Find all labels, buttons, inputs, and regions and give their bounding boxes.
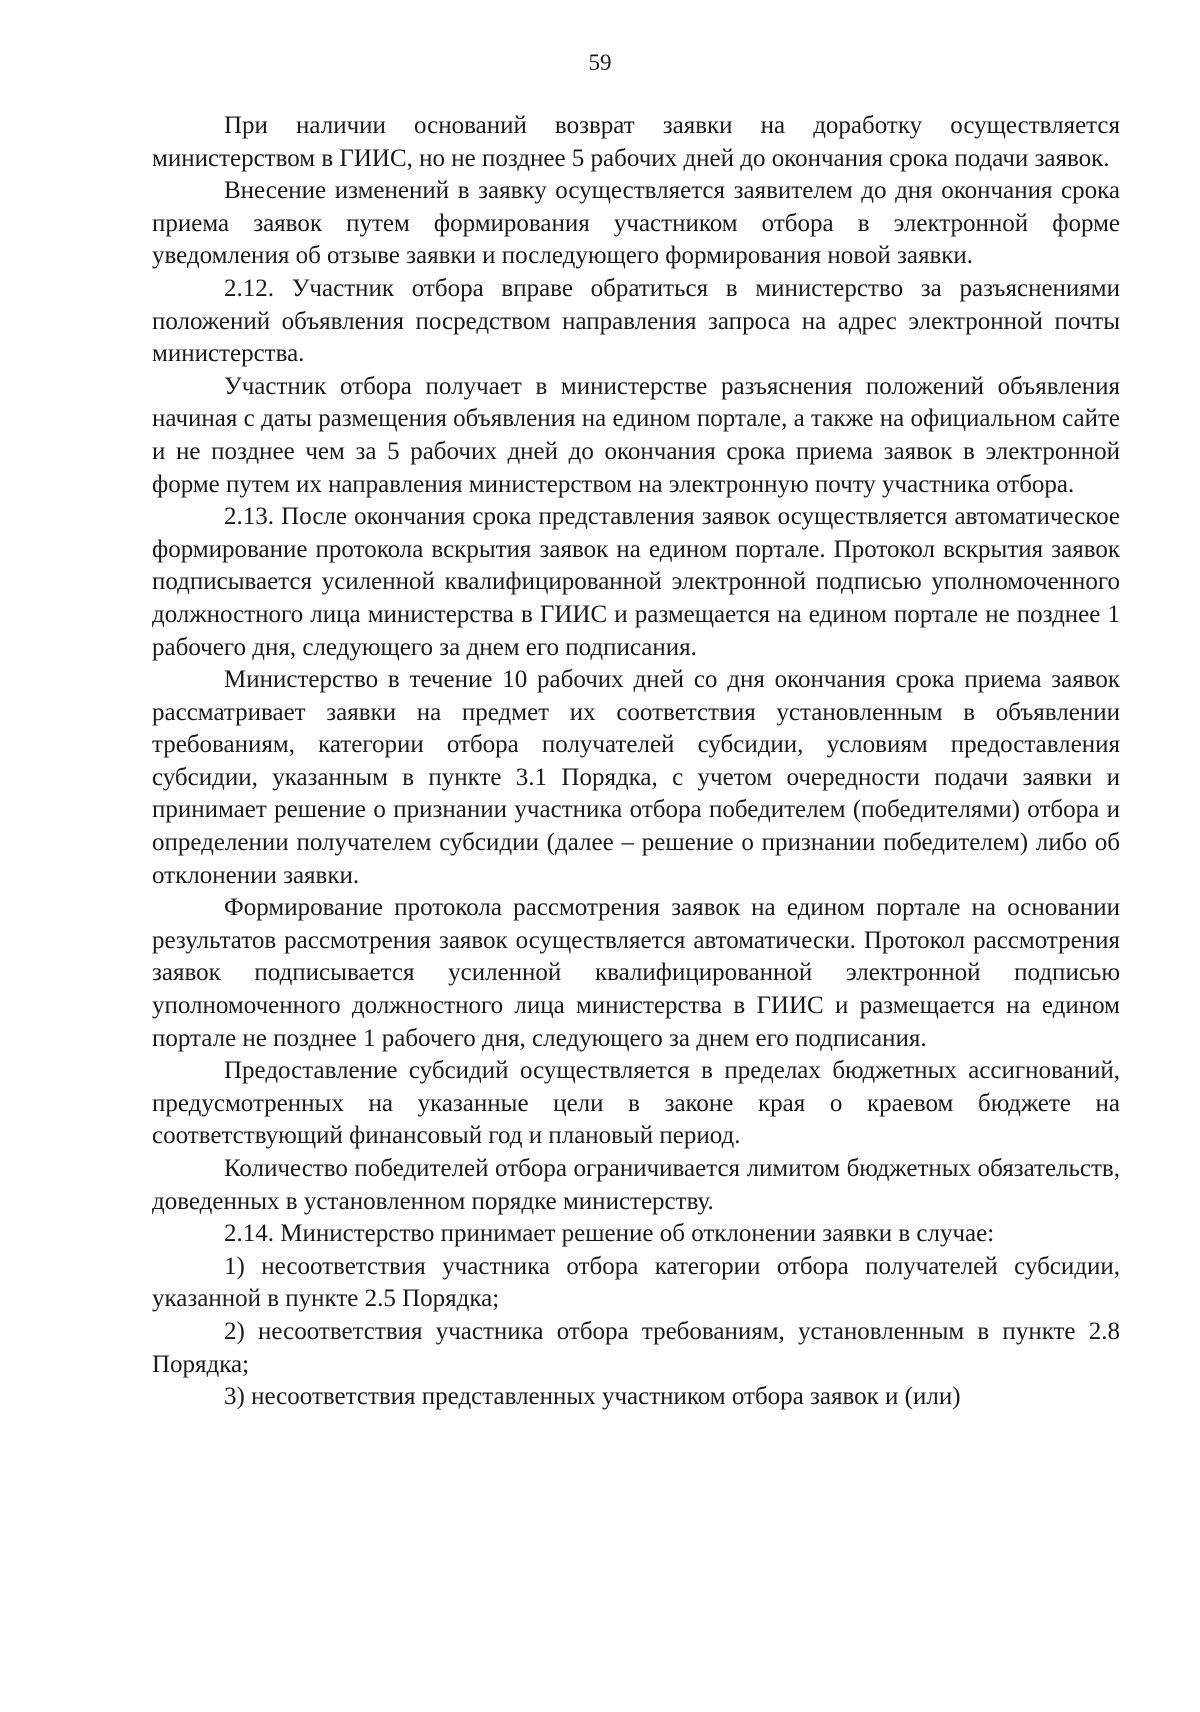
list-item: 3) несоответствия представленных участником отбора заявок и (или)	[224, 1383, 961, 1411]
paragraph: При наличии оснований возврат заявки на доработку осуществляется министерством в ГИИС, но не позднее 5 рабочих дней до окончания срока подачи заявок.	[152, 112, 1120, 172]
paragraph: Участник отбора получает в министерстве разъяснения положений объявления начиная с даты размещения объявления на едином портале, а также на официальном сайте и не позднее чем за 5 рабочих дней до окончания срока приема заявок в электронной форме путем их направления министерством на электронную почту участника отбора.	[152, 372, 1120, 498]
page-number: 59	[588, 50, 612, 75]
paragraph: Количество победителей отбора ограничивается лимитом бюджетных обязательств, доведенных в установленном порядке министерству.	[152, 1155, 1120, 1215]
paragraph: Предоставление субсидий осуществляется в пределах бюджетных ассигнований, предусмотренных на указанные цели в законе края о краевом бюджете на соответствующий финансовый год и плановый период.	[152, 1057, 1120, 1150]
paragraph: Министерство в течение 10 рабочих дней со дня окончания срока приема заявок рассматривает заявки на предмет их соответствия установленным в объявлении требованиям, категории отбора получателей субсидии, условиям предоставления субсидии, указанным в пункте 3.1 Порядка, с учетом очередности подачи заявки и принимает решение о признании участника отбора победителем (победителями) отбора и определении получателем субсидии (далее – решение о признании победителем) либо об отклонении заявки.	[152, 666, 1120, 889]
list-item: 2) несоответствия участника отбора требованиям, установленным в пункте 2.8 Порядка;	[152, 1317, 1120, 1378]
paragraph-2-12: 2.12. Участник отбора вправе обратиться в министерство за разъяснениями положений объявления посредством направления запроса на адрес электронной почты министерства.	[152, 274, 1120, 368]
paragraph-2-14: 2.14. Министерство принимает решение об отклонении заявки в случае:	[224, 1220, 995, 1248]
paragraph-2-13: 2.13. После окончания срока представления заявок осуществляется автоматическое формирование протокола вскрытия заявок на едином портале. Протокол вскрытия заявок подписывается усиленной квалифицированной электронной подписью уполномоченного должностного лица министерства в ГИИС и размещается на едином портале не позднее 1 рабочего дня, следующего за днем его подписания.	[152, 503, 1120, 661]
paragraph: Формирование протокола рассмотрения заявок на едином портале на основании результатов рассмотрения заявок осуществляется автоматически. Протокол рассмотрения заявок подписывается усиленной квалифицированной электронной подписью уполномоченного должностного лица министерства в ГИИС и размещается на едином портале не позднее 1 рабочего дня, следующего за днем его подписания.	[152, 894, 1120, 1052]
document-body	[152, 110, 1120, 1414]
paragraph: Внесение изменений в заявку осуществляется заявителем до дня окончания срока приема заявок путем формирования участником отбора в электронной форме уведомления об отзыве заявки и последующего формирования новой заявки.	[152, 177, 1120, 270]
list-item: 1) несоответствия участника отбора категории отбора получателей субсидии, указанной в пункте 2.5 Порядка;	[152, 1252, 1120, 1313]
